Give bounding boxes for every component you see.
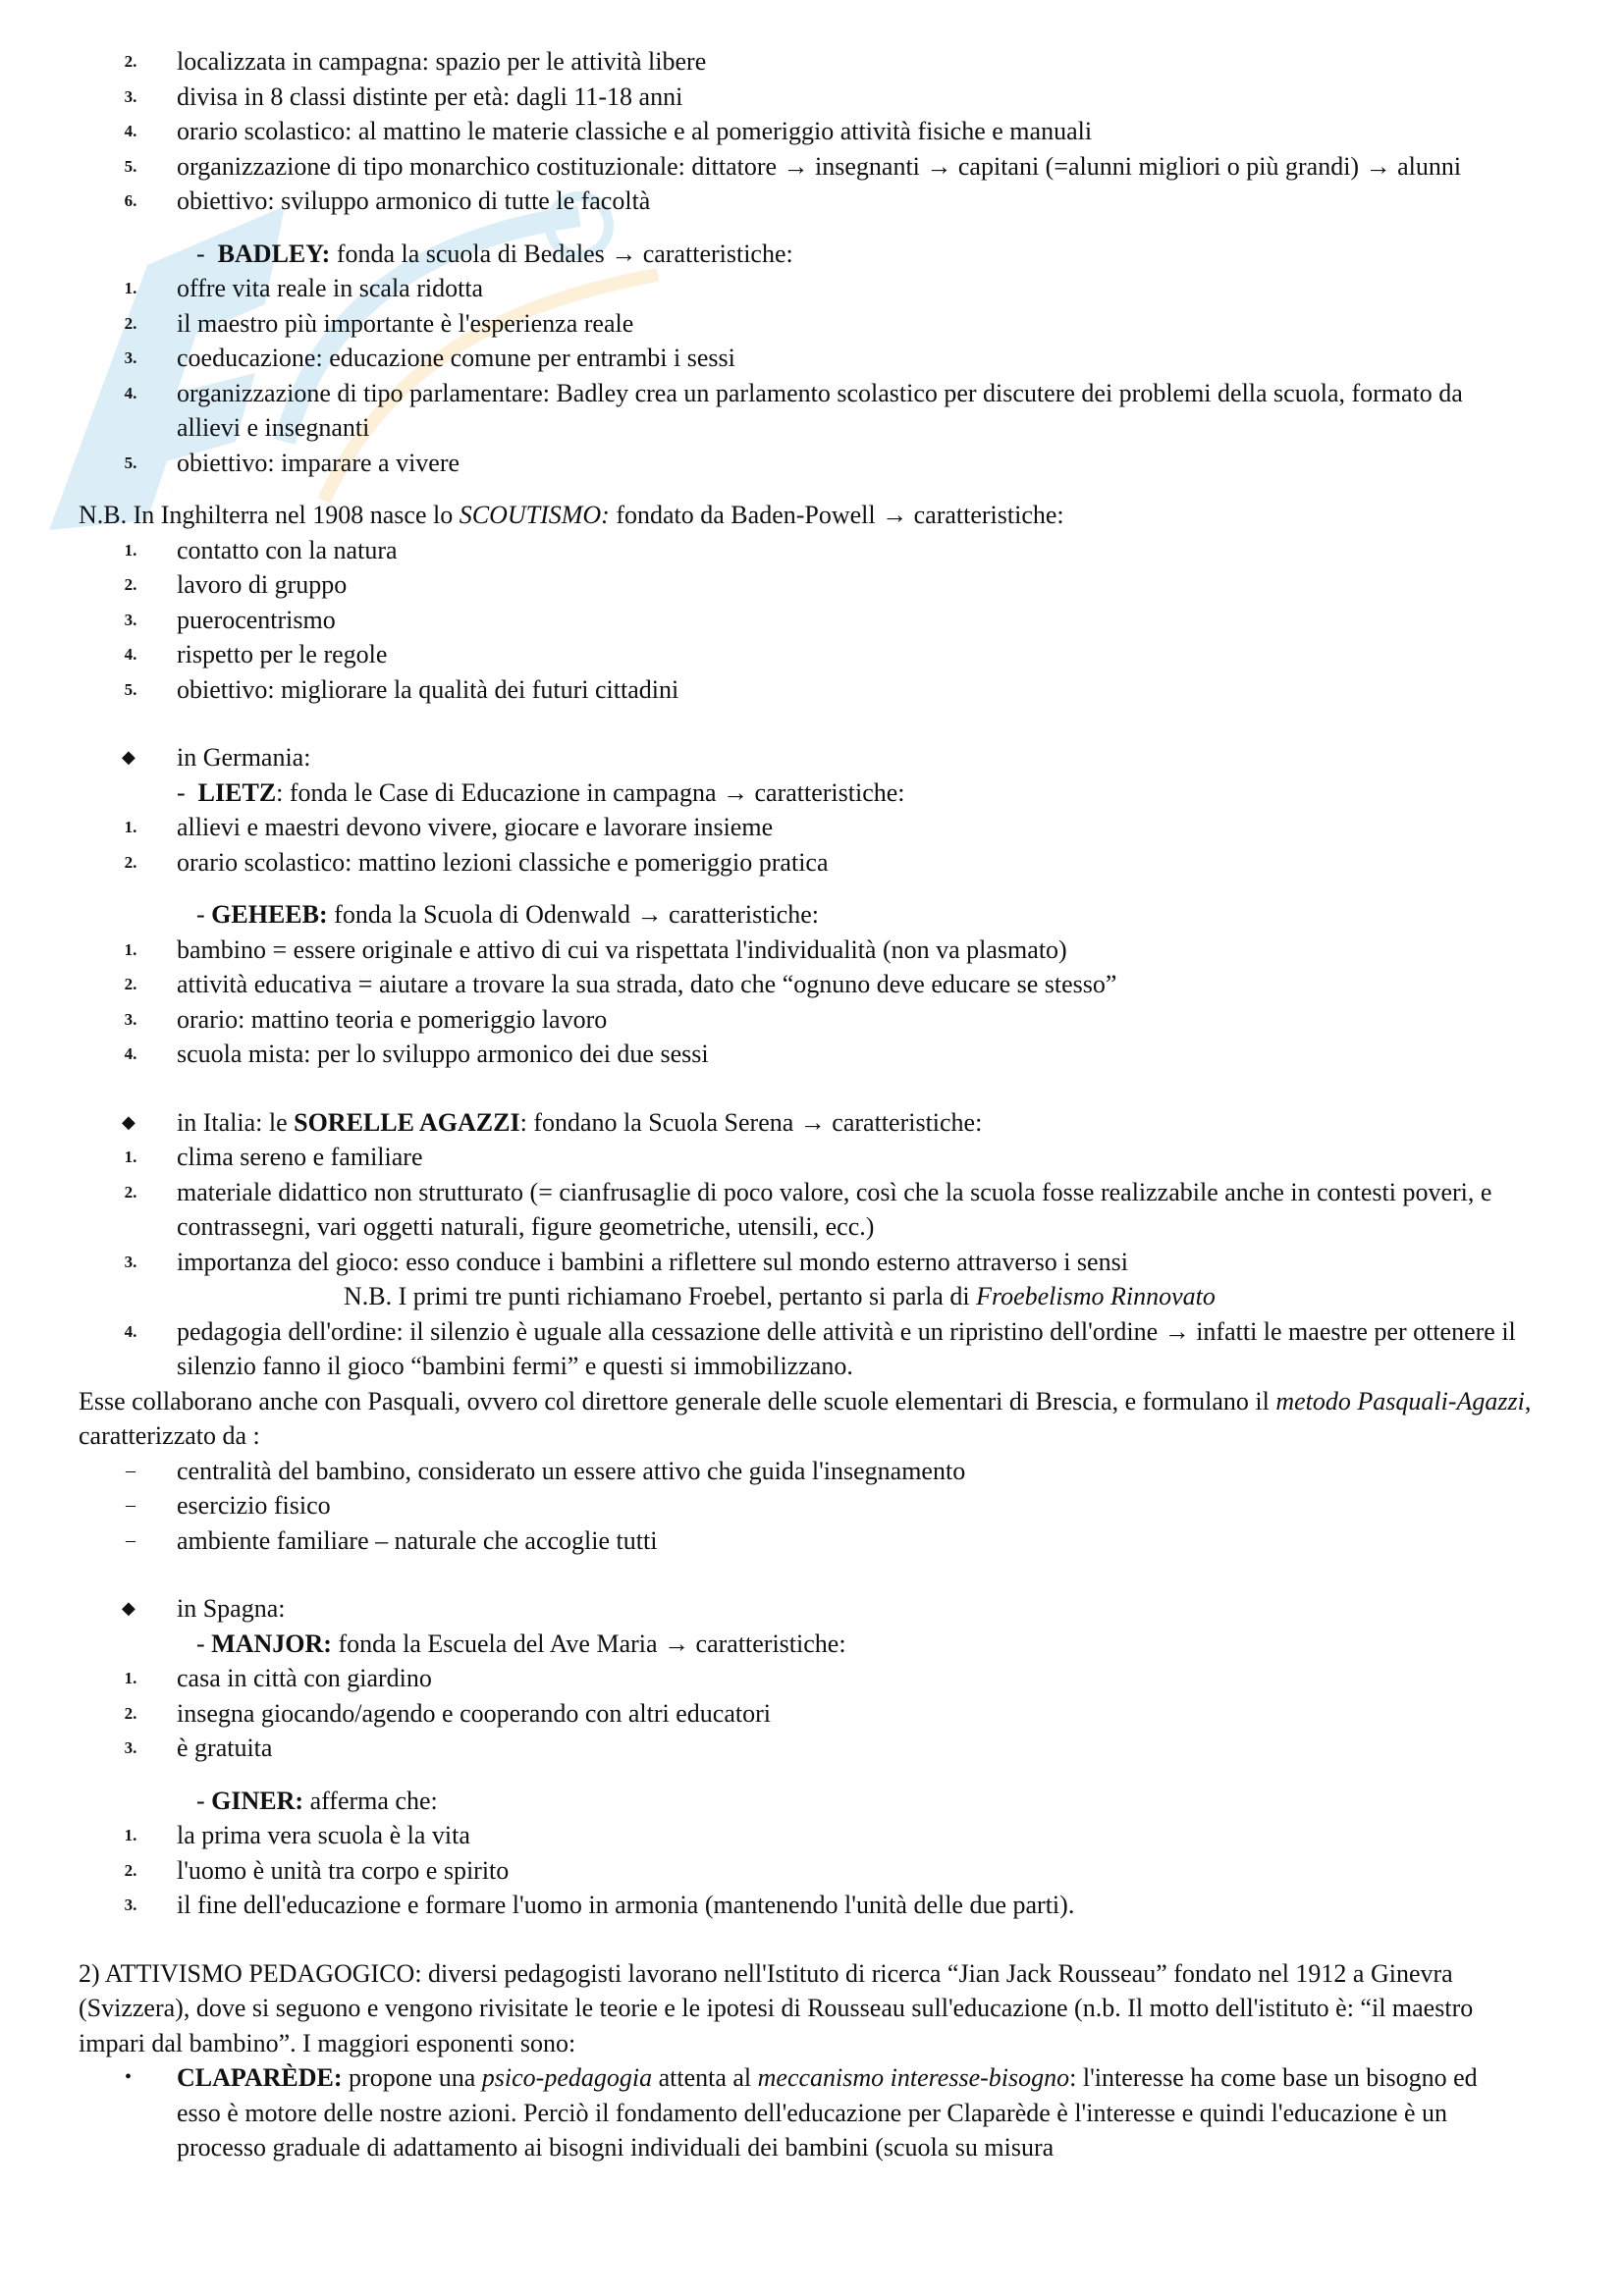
item-number: 3.: [124, 1252, 137, 1271]
scout-desc: fondato da Baden-Powell → caratteristiche:: [609, 501, 1064, 529]
giner-desc: afferma che:: [303, 1786, 438, 1815]
item-text: coeducazione: educazione comune per entrambi i sessi: [177, 344, 735, 372]
item-number: 1.: [124, 818, 137, 836]
item-text: lavoro di gruppo: [177, 570, 348, 599]
item-number: 5.: [124, 453, 137, 472]
list-item: [0, 933, 1623, 968]
dash: -: [196, 1629, 205, 1658]
item-number: 1.: [124, 1148, 137, 1166]
item-number: 4.: [124, 1321, 137, 1341]
item-number: 4.: [124, 645, 137, 664]
item-number: 1.: [124, 279, 137, 297]
claparede-text: propone una: [342, 2063, 482, 2092]
list-item: [0, 637, 1623, 672]
method-name: metodo Pasquali-Agazzi: [1275, 1386, 1525, 1415]
item-number: 2.: [124, 975, 137, 993]
italia-intro: in Italia: le: [177, 1107, 295, 1137]
item-text: organizzazione di tipo monarchico costituzionale: dittatore → insegnanti → capitani (=alunni migliori o più grandi) → alunni: [177, 151, 1462, 181]
claparede-text: attenta al: [652, 2063, 758, 2092]
term-interesse-bisogno: meccanismo interesse-bisogno: [757, 2063, 1070, 2092]
list-scout: [0, 533, 1623, 708]
list-geheeb: [0, 933, 1623, 1072]
item-text: rispetto per le regole: [177, 640, 388, 668]
note-text: N.B. I primi tre punti richiamano Froebel, pertanto si parla di: [344, 1282, 977, 1310]
item-number: 3.: [124, 1896, 137, 1914]
item-number: 6.: [124, 191, 137, 210]
item-text: attività educativa = aiutare a trovare la sua strada, dato che “ognuno deve educare se stesso”: [177, 970, 1117, 998]
list-item: [0, 184, 1623, 219]
item-number: 2.: [124, 313, 137, 333]
item-text: il fine dell'educazione e formare l'uomo in armonia (mantenendo l'unità delle due parti).: [177, 1891, 1075, 1919]
item-text: il maestro più importante è l'esperienza reale: [177, 308, 634, 338]
item-text: obiettivo: imparare a vivere: [177, 448, 460, 477]
dash-bullet-icon: –: [126, 1459, 135, 1481]
item-number: 2.: [124, 1703, 137, 1723]
list-item: [0, 376, 1623, 446]
item-text: l'uomo è unità tra corpo e spirito: [177, 1855, 510, 1885]
pasquali-paragraph: [0, 1384, 1623, 1454]
list-item: [0, 1523, 1623, 1559]
list-item: [0, 1140, 1623, 1175]
item-number: 2.: [124, 852, 137, 872]
attivismo-text: 2) ATTIVISMO PEDAGOGICO: diversi pedagogisti lavorano nell'Istituto di ricerca “Jian Jack Rousseau” fondato nel 1912 a Ginevra (Svizzera), dove si seguono e vengono rivisitate le teorie e le ipotesi di Rousseau sull'educazione (n.b. Il motto dell'istituto è: “il maestro impari dal bambino”. I maggiori esponenti sono:: [79, 1958, 1474, 2057]
germania-label: in Germania:: [177, 743, 311, 772]
manjor-desc: fonda la Escuela del Ave Maria → caratteristiche:: [331, 1629, 846, 1658]
item-number: 2.: [124, 52, 137, 71]
item-number: 1.: [124, 540, 137, 560]
list-item: [0, 810, 1623, 845]
item-text: è gratuita: [177, 1734, 273, 1762]
item-number: 4.: [124, 1044, 137, 1063]
list-item: [0, 845, 1623, 881]
item-text: puerocentrismo: [177, 605, 336, 634]
italia-desc: : fondano la Scuola Serena → caratteristiche:: [519, 1107, 983, 1137]
item-text: divisa in 8 classi distinte per età: dagli 11-18 anni: [177, 81, 683, 111]
item-text: centralità del bambino, considerato un essere attivo che guida l'insegnamento: [177, 1456, 966, 1485]
dash: -: [177, 777, 186, 807]
scout-term: SCOUTISMO:: [459, 501, 610, 529]
agazzi-name: SORELLE AGAZZI: [294, 1107, 520, 1137]
diamond-bullet-icon: ◆: [122, 1111, 135, 1132]
list-item: [0, 1818, 1623, 1853]
giner-name: GINER:: [211, 1786, 304, 1815]
geheeb-heading: [0, 897, 1623, 933]
attivismo-paragraph: [0, 1956, 1623, 2061]
list-item: [0, 149, 1623, 185]
para-end: , caratterizzato da :: [79, 1386, 1532, 1450]
lietz-desc: : fonda le Case di Educazione in campagna → caratteristiche:: [276, 777, 905, 807]
term-psico-pedagogia: psico-pedagogia: [481, 2063, 653, 2092]
claparede-item: [0, 2060, 1623, 2165]
item-text: organizzazione di tipo parlamentare: Badley crea un parlamento scolastico per discutere dei problemi della scuola, formato da allievi e insegnanti: [177, 378, 1463, 442]
badley-desc: fonda la scuola di Bedales → caratteristiche:: [330, 239, 793, 268]
list-item: [0, 114, 1623, 149]
item-text: importanza del gioco: esso conduce i bambini a riflettere sul mondo esterno attraverso i sensi: [177, 1247, 1128, 1276]
list-item: [0, 80, 1623, 115]
list-item: [0, 1314, 1623, 1384]
list-giner: [0, 1818, 1623, 1923]
scout-paragraph: [0, 498, 1623, 533]
spagna-label: in Spagna:: [177, 1594, 286, 1623]
list-s1: [0, 44, 1623, 219]
item-text: orario scolastico: al mattino le materie classiche e al pomeriggio attività fisiche e manuali: [177, 117, 1093, 145]
list-pasquali: [0, 1454, 1623, 1559]
item-number: 3.: [124, 1738, 137, 1757]
item-number: 5.: [124, 156, 137, 176]
badley-name: BADLEY:: [217, 239, 331, 268]
item-number: 2.: [124, 1860, 137, 1880]
para-text: Esse collaborano anche con Pasquali, ovvero col direttore generale delle scuole elementari di Brescia, e formulano il: [79, 1386, 1276, 1415]
item-text: contatto con la natura: [177, 535, 398, 564]
giner-heading: [0, 1784, 1623, 1819]
list-item: [0, 44, 1623, 80]
list-item: [0, 672, 1623, 708]
manjor-name: MANJOR:: [211, 1629, 332, 1658]
germania-heading: [0, 740, 1623, 775]
item-number: 4.: [124, 383, 137, 402]
list-manjor: [0, 1661, 1623, 1766]
dash: -: [196, 1786, 205, 1815]
item-text: esercizio fisico: [177, 1491, 331, 1520]
dash-bullet-icon: –: [126, 1494, 135, 1516]
item-text: insegna giocando/agendo e cooperando con altri educatori: [177, 1698, 771, 1728]
item-text: bambino = essere originale e attivo di cui va rispettata l'individualità (non va plasmato): [177, 934, 1067, 964]
list-item: [0, 967, 1623, 1002]
item-text: offre vita reale in scala ridotta: [177, 274, 484, 302]
list-item: [0, 1853, 1623, 1889]
item-text: obiettivo: sviluppo armonico di tutte le facoltà: [177, 187, 651, 215]
dash-bullet-icon: –: [126, 1528, 135, 1551]
item-text: clima sereno e familiare: [177, 1143, 423, 1171]
list-item: [0, 1245, 1623, 1280]
lietz-heading: [0, 775, 1623, 811]
spagna-heading: [0, 1591, 1623, 1627]
list-item: [0, 1661, 1623, 1696]
list-item: [0, 341, 1623, 376]
item-number: 2.: [124, 1182, 137, 1201]
italia-heading: [0, 1105, 1623, 1141]
item-text: localizzata in campagna: spazio per le attività libere: [177, 47, 707, 76]
list-item: [0, 446, 1623, 481]
list-item: [0, 1175, 1623, 1245]
item-number: 3.: [124, 86, 137, 106]
item-number: 4.: [124, 122, 137, 140]
item-text: pedagogia dell'ordine: il silenzio è uguale alla cessazione delle attività e un ripristino dell'ordine → infatti le maestre per ottenere il silenzio fanno il gioco “bambini fermi” e questi si immobilizzano.: [177, 1316, 1516, 1380]
list-item: [0, 1888, 1623, 1923]
diamond-bullet-icon: ◆: [122, 747, 135, 767]
item-text: scuola mista: per lo sviluppo armonico dei due sessi: [177, 1040, 709, 1068]
item-number: 3.: [124, 1009, 137, 1029]
item-number: 5.: [124, 679, 137, 699]
list-item: [0, 1002, 1623, 1038]
scout-intro: N.B. In Inghilterra nel 1908 nasce lo: [79, 501, 460, 529]
item-text: allievi e maestri devono vivere, giocare e lavorare insieme: [177, 813, 774, 841]
list-badley: [0, 271, 1623, 480]
item-text: obiettivo: migliorare la qualità dei futuri cittadini: [177, 674, 679, 704]
diamond-bullet-icon: ◆: [122, 1598, 135, 1618]
list-item: [0, 306, 1623, 342]
item-text: casa in città con giardino: [177, 1664, 432, 1692]
badley-heading: [0, 237, 1623, 272]
item-text: orario: mattino teoria e pomeriggio lavoro: [177, 1004, 608, 1034]
manjor-heading: [0, 1627, 1623, 1662]
item-text: ambiente familiare – naturale che accoglie tutti: [177, 1525, 658, 1555]
item-number: 3.: [124, 348, 137, 367]
geheeb-desc: fonda la Scuola di Odenwald → caratteristiche:: [327, 900, 819, 929]
item-number: 1.: [124, 939, 137, 959]
list-item: [0, 1696, 1623, 1732]
list-item: [0, 1454, 1623, 1489]
dash: -: [196, 239, 205, 268]
item-text: orario scolastico: mattino lezioni classiche e pomeriggio pratica: [177, 847, 829, 877]
item-number: 3.: [124, 610, 137, 629]
list-item: [0, 1731, 1623, 1766]
item-text: materiale didattico non strutturato (= cianfrusaglie di poco valore, così che la scuola fosse realizzabile anche in contesti poveri, e contrassegni, vari oggetti naturali, figure geometriche, utensili, ecc.): [177, 1177, 1492, 1241]
list-item: [0, 567, 1623, 603]
list-item: [0, 271, 1623, 306]
document-body: [0, 44, 1623, 2165]
item-number: 1.: [124, 1669, 137, 1687]
list-item: [0, 603, 1623, 638]
item-number: 1.: [124, 1826, 137, 1844]
list-item: [0, 1488, 1623, 1523]
geheeb-name: GEHEEB:: [211, 900, 328, 929]
list-item: [0, 533, 1623, 568]
claparede-name: CLAPARÈDE:: [177, 2063, 343, 2092]
list-item: [0, 1037, 1623, 1072]
item-number: 2.: [124, 575, 137, 594]
claparede-text: : l'interesse ha come base un bisogno ed esso è motore delle nostre azioni. Perciò il fondamento dell'educazione per Claparède è l'interesse e quindi l'educazione è un processo graduale di adattamento ai bisogni individuali dei bambini (scuola su misura: [177, 2063, 1478, 2162]
froebel-note: [0, 1279, 1623, 1314]
note-term: Froebelismo Rinnovato: [976, 1282, 1216, 1310]
list-lietz: [0, 810, 1623, 880]
list-italia: [0, 1140, 1623, 1384]
dot-bullet-icon: •: [125, 2066, 133, 2088]
lietz-name: LIETZ: [197, 777, 277, 807]
dash: -: [196, 900, 205, 929]
item-text: la prima vera scuola è la vita: [177, 1821, 470, 1849]
